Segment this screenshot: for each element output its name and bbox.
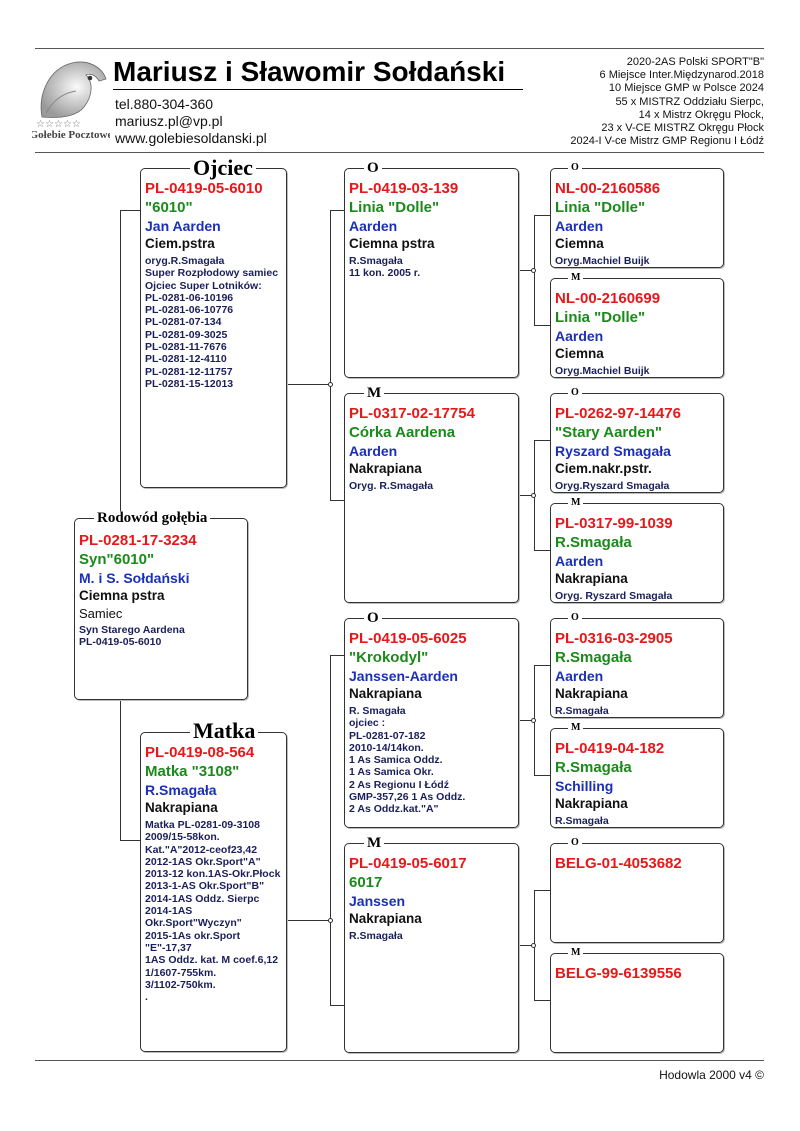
breeder-name: M. i S. Sołdański: [79, 570, 190, 586]
connector-line: [120, 840, 140, 841]
pigeon-color: Ciem.nakr.pstr.: [555, 461, 652, 476]
breeder-name: Aarden: [555, 553, 604, 569]
pigeon-name: R.Smagała: [555, 649, 632, 666]
connector-line: [330, 500, 344, 501]
breeder-name: Janssen-Aarden: [349, 668, 458, 684]
ring-number: PL-0419-08-564: [145, 744, 255, 761]
connector-line: [287, 384, 330, 385]
pigeon-color: Nakrapiana: [349, 911, 422, 926]
pigeon-card-maternal-grandmother[interactable]: [344, 843, 519, 1053]
pigeon-color: Nakrapiana: [349, 461, 422, 476]
connector-knot: [531, 268, 536, 273]
pigeon-color: Ciem.pstra: [145, 236, 215, 251]
phone-text: tel.880-304-360: [115, 96, 214, 112]
pigeon-name: "Krokodyl": [349, 649, 429, 666]
pigeon-info: R.Smagała: [555, 815, 609, 827]
pigeon-info: Syn Starego Aardena PL-0419-05-6010: [79, 624, 185, 649]
connector-line: [534, 1000, 550, 1001]
pigeon-info: R.Smagała: [349, 930, 403, 942]
connector-knot: [531, 493, 536, 498]
pigeon-logo: [32, 55, 110, 150]
connector-knot: [328, 382, 333, 387]
ring-number: NL-00-2160699: [555, 290, 661, 307]
ring-number: BELG-99-6139556: [555, 965, 682, 982]
legend-m: M: [568, 498, 583, 508]
award-line: 10 Miejsce GMP w Polsce 2024: [608, 82, 764, 95]
pigeon-color: Ciemna pstra: [79, 588, 165, 603]
legend-m: M: [568, 948, 583, 958]
breeder-name: Jan Aarden: [145, 218, 221, 234]
svg-text:Gołebie Pocztowe: Gołebie Pocztowe: [32, 129, 110, 141]
connector-line: [534, 215, 550, 216]
header-top-rule: [35, 48, 764, 49]
ring-number: PL-0419-05-6017: [349, 855, 467, 872]
ring-number: PL-0317-02-17754: [349, 405, 475, 422]
connector-knot: [531, 943, 536, 948]
pigeon-color: Nakrapiana: [555, 686, 628, 701]
connector-line: [534, 890, 550, 891]
connector-line: [330, 655, 344, 656]
pigeon-name: Linia "Dolle": [555, 199, 646, 216]
ring-number: NL-00-2160586: [555, 180, 661, 197]
connector-line: [534, 775, 550, 776]
breeder-name: Janssen: [349, 893, 406, 909]
contact-block: [115, 96, 267, 147]
pigeon-card-great-grandparent[interactable]: [550, 728, 724, 828]
pigeon-info: Oryg. Ryszard Smagała: [555, 590, 673, 602]
breeder-name: Aarden: [349, 218, 398, 234]
award-line: 14 x Mistrz Okręgu Płock,: [638, 108, 764, 121]
website-link[interactable]: www.golebiesoldanski.pl: [115, 130, 267, 146]
pigeon-card-great-grandparent[interactable]: [550, 503, 724, 603]
breeder-name: Aarden: [555, 668, 604, 684]
pigeon-card-maternal-grandfather[interactable]: [344, 618, 519, 828]
legend-m: M: [568, 723, 583, 733]
connector-knot: [328, 918, 333, 923]
pigeon-color: Ciemna: [555, 346, 604, 361]
connector-line: [120, 700, 121, 840]
header-bottom-rule: [35, 152, 764, 153]
pigeon-card-paternal-grandmother[interactable]: [344, 393, 519, 603]
connector-line: [534, 665, 550, 666]
pigeon-name: R.Smagała: [555, 759, 632, 776]
breeder-name: Aarden: [555, 328, 604, 344]
pigeon-card-mother[interactable]: [140, 732, 287, 1052]
legend-o: O: [568, 163, 582, 173]
pigeon-card-great-grandparent[interactable]: [550, 843, 724, 943]
connector-line: [120, 210, 140, 211]
title-underline: [113, 89, 523, 90]
connector-line: [287, 920, 330, 921]
pigeon-name: "Stary Aarden": [555, 424, 663, 441]
connector-line: [120, 210, 121, 518]
award-line: 2024-I V-ce Mistrz GMP Regionu I Łódź: [570, 135, 764, 148]
ring-number: BELG-01-4053682: [555, 855, 682, 872]
ring-number: PL-0317-99-1039: [555, 515, 673, 532]
pigeon-icon: [32, 55, 110, 150]
award-line: 2020-2AS Polski SPORT"B": [626, 56, 764, 68]
ring-number: PL-0316-03-2905: [555, 630, 673, 647]
legend-o: O: [364, 161, 382, 176]
pigeon-color: Nakrapiana: [555, 796, 628, 811]
legend-mother: Matka: [190, 720, 258, 742]
pigeon-info: Oryg.Machiel Buijk: [555, 365, 650, 377]
breeder-name: Ryszard Smagała: [555, 443, 671, 459]
pigeon-name: Matka "3108": [145, 763, 240, 780]
pigeon-card-great-grandparent[interactable]: [550, 618, 724, 718]
pigeon-info: Oryg.Ryszard Smagała: [555, 480, 670, 492]
connector-line: [534, 325, 550, 326]
breeder-name: Schilling: [555, 778, 614, 794]
pigeon-name: "6010": [145, 199, 193, 216]
ring-number: PL-0419-05-6025: [349, 630, 467, 647]
pigeon-info: Oryg.Machiel Buijk: [555, 255, 650, 267]
pigeon-color: Nakrapiana: [145, 800, 218, 815]
pigeon-name: 6017: [349, 874, 383, 891]
pigeon-info: R.Smagała: [555, 705, 609, 717]
pigeon-card-subject[interactable]: [74, 518, 248, 700]
ring-number: PL-0419-03-139: [349, 180, 459, 197]
breeder-name: Aarden: [349, 443, 398, 459]
legend-pedigree: Rodowód gołębia: [94, 511, 210, 526]
connector-line: [330, 1005, 344, 1006]
connector-line: [330, 655, 331, 1005]
award-line: 55 x MISTRZ Oddziału Sierpc,: [615, 95, 764, 108]
legend-m: M: [364, 836, 384, 851]
pigeon-color: Nakrapiana: [349, 686, 422, 701]
pigeon-name: Linia "Dolle": [349, 199, 440, 216]
legend-o: O: [568, 388, 582, 398]
pigeon-card-great-grandparent[interactable]: [550, 393, 724, 493]
legend-father: Ojciec: [190, 157, 256, 179]
footer-rule: [35, 1060, 764, 1061]
connector-knot: [531, 718, 536, 723]
svg-text:☆☆☆☆☆: ☆☆☆☆☆: [36, 119, 81, 130]
awards-list: [570, 56, 764, 148]
footer-credit: Hodowla 2000 v4 ©: [659, 1068, 764, 1082]
pigeon-info: Matka PL-0281-09-3108 2009/15-58kon. Kat."A"2012-ceof23,42 2012-1AS Okr.Sport"A" 2013-12 kon.1AS-Okr.Płock 2013-1-AS Okr.Sport"B" 2014-1AS Oddz. Sierpc 2014-1AS Okr.Sport"Wyczyn" 2015-1As okr.Sport "E"-17,37 1AS Oddz. kat. M coef.6,12 1/1607-755km. 3/1102-750km. .: [145, 819, 281, 1004]
legend-m: M: [364, 386, 384, 401]
connector-line: [534, 550, 550, 551]
pigeon-name: R.Smagała: [555, 534, 632, 551]
pigeon-card-father[interactable]: [140, 168, 287, 488]
breeder-name: Aarden: [555, 218, 604, 234]
pigeon-card-great-grandparent[interactable]: [550, 278, 724, 378]
connector-line: [330, 210, 331, 500]
award-line: 6 Miejsce Inter.Międzynarod.2018: [599, 69, 764, 82]
award-line: 23 x V-CE MISTRZ Okręgu Płock: [601, 122, 764, 135]
legend-o: O: [568, 613, 582, 623]
pigeon-name: Linia "Dolle": [555, 309, 646, 326]
pigeon-info: R.Smagała 11 kon. 2005 r.: [349, 255, 421, 280]
pigeon-sex: Samiec: [79, 606, 123, 621]
pigeon-card-great-grandparent[interactable]: [550, 953, 724, 1053]
pigeon-color: Ciemna: [555, 236, 604, 251]
pigeon-info: Oryg. R.Smagała: [349, 480, 434, 492]
ring-number: PL-0419-05-6010: [145, 180, 263, 197]
owner-title: Mariusz i Sławomir Sołdański: [113, 56, 506, 87]
connector-line: [534, 440, 550, 441]
pigeon-name: Córka Aardena: [349, 424, 456, 441]
pigeon-info: R. Smagała ojciec : PL-0281-07-182 2010-14/14kon. 1 As Samica Oddz. 1 As Samica Okr. 2 As Regionu I Łódź GMP-357,26 1 As Oddz. 2 As Oddz.kat."A": [349, 705, 466, 816]
pigeon-color: Ciemna pstra: [349, 236, 435, 251]
ring-number: PL-0262-97-14476: [555, 405, 681, 422]
pigeon-card-great-grandparent[interactable]: [550, 168, 724, 268]
pigeon-card-paternal-grandfather[interactable]: [344, 168, 519, 378]
pigeon-info: oryg.R.Smagała Super Rozpłodowy samiec Ojciec Super Lotników: PL-0281-06-10196 PL-0281-06-10776 PL-0281-07-134 PL-0281-09-3025 PL-0281-11-7676 PL-0281-12-4110 PL-0281-12-11757 PL-0281-15-12013: [145, 255, 279, 390]
legend-o: O: [364, 611, 382, 626]
ring-number: PL-0419-04-182: [555, 740, 665, 757]
legend-o: O: [568, 838, 582, 848]
legend-m: M: [568, 273, 583, 283]
breeder-name: R.Smagała: [145, 782, 217, 798]
email-link[interactable]: mariusz.pl@vp.pl: [115, 113, 223, 129]
pigeon-name: Syn"6010": [79, 551, 155, 568]
pigeon-color: Nakrapiana: [555, 571, 628, 586]
connector-line: [330, 210, 344, 211]
ring-number: PL-0281-17-3234: [79, 532, 197, 549]
